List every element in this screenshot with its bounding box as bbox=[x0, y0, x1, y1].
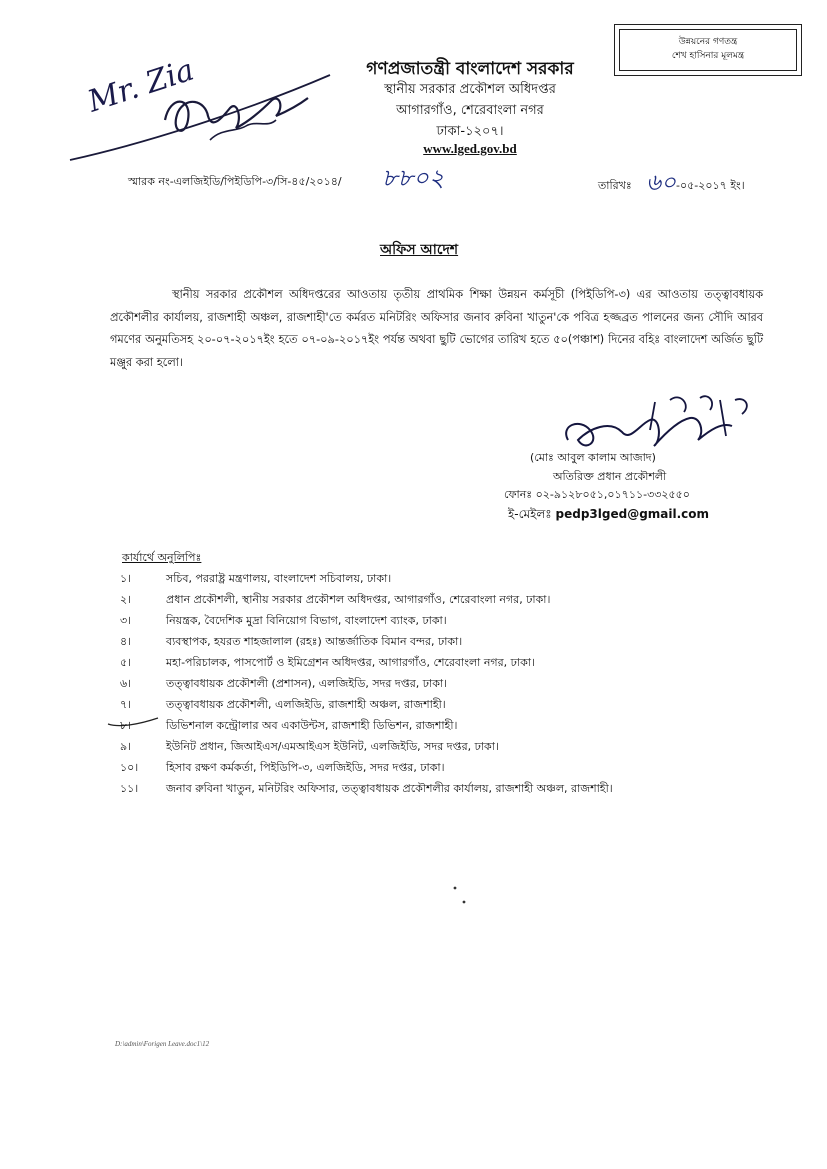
list-item-number: ১। bbox=[120, 572, 132, 585]
list-item-text: তত্ত্বাবধায়ক প্রকৌশলী (প্রশাসন), এলজিইডি, সদর দপ্তর, ঢাকা। bbox=[166, 677, 448, 690]
stamp-line-2: শেখ হাসিনার মূলমন্ত্র bbox=[671, 51, 745, 61]
header-website: www.lged.gov.bd bbox=[423, 141, 517, 156]
list-item-text: প্রধান প্রকৌশলী, স্থানীয় সরকার প্রকৌশল অধিদপ্তর, আগারগাঁও, শেরেবাংলা নগর, ঢাকা। bbox=[166, 593, 551, 606]
list-item-text: হিসাব রক্ষণ কর্মকর্তা, পিইডিপি-৩, এলজিইডি, সদর দপ্তর, ঢাকা। bbox=[166, 761, 445, 774]
order-title: অফিস আদেশ bbox=[380, 242, 459, 258]
list-item-number: ৪। bbox=[120, 635, 132, 648]
list-item-number: ৩। bbox=[120, 614, 132, 627]
list-item-number: ৫। bbox=[120, 656, 132, 669]
signature-date bbox=[650, 396, 747, 436]
list-item-text: নিয়ন্ত্রক, বৈদেশিক মুদ্রা বিনিয়োগ বিভাগ, বাংলাদেশ ব্যাংক, ঢাকা। bbox=[166, 614, 447, 627]
order-body: স্থানীয় সরকার প্রকৌশল অধিদপ্তরের আওতায় তৃতীয় প্রাথমিক শিক্ষা উন্নয়ন কর্মসূচী (পিইডিপি-৩) এর আওতায় তত্ত্বাবধায়ক প্রকৌশলীর কার্যালয়, রাজশাহী অঞ্চল, রাজশাহী'তে কর্মরত মনিটরিং অফিসার জনাব রুবিনা খাতুন'কে পবিত্র হজ্জব্রত পালনের জন্য সৌদি আরব গমণের অনুমতিসহ ২০-০৭-২০১৭ইং হতে ০৭-০৯-২০১৭ইং পর্যন্ত অথবা ছুটি ভোগের তারিখ হতে ৫০(পঞ্চাশ) দিনের বহিঃ বাংলাদেশ অর্জিত ছুটি মঞ্জুর করা হলো। bbox=[110, 288, 763, 369]
handwritten-ref-number: ৮৮০২ bbox=[382, 164, 445, 192]
list-item-text: জনাব রুবিনা খাতুন, মনিটরিং অফিসার, তত্ত্বাবধায়ক প্রকৌশলীর কার্যালয়, রাজশাহী অঞ্চল, রাজশাহী। bbox=[166, 782, 613, 795]
list-item-text: তত্ত্বাবধায়ক প্রকৌশলী, এলজিইডি, রাজশাহী অঞ্চল, রাজশাহী। bbox=[166, 698, 446, 711]
list-item-text: ইউনিট প্রধান, জিআইএস/এমআইএস ইউনিট, এলজিইডি, সদর দপ্তর, ঢাকা। bbox=[166, 740, 499, 753]
stamp-line-1: উন্নয়নের গণতন্ত্র bbox=[678, 37, 738, 47]
stray-dot bbox=[454, 887, 457, 890]
signatory-phone: ফোনঃ ০২-৯১২৮০৫১,০১৭১১-৩৩২৫৫০ bbox=[504, 488, 690, 501]
header-address-2: ঢাকা-১২০৭। bbox=[436, 124, 504, 139]
list-item-number: ৮। bbox=[120, 719, 132, 732]
handwritten-date-day: ৬০ bbox=[646, 170, 676, 196]
email-address: pedp3lged@gmail.com bbox=[555, 507, 710, 521]
header-title: গণপ্রজাতন্ত্রী বাংলাদেশ সরকার bbox=[366, 59, 574, 79]
list-item-number: ৬। bbox=[120, 677, 132, 690]
handwritten-note: Mr. Zia bbox=[83, 52, 199, 120]
list-item-text: সচিব, পররাষ্ট্র মন্ত্রণালয়, বাংলাদেশ সচিবালয়, ঢাকা। bbox=[166, 572, 392, 585]
signature bbox=[566, 418, 732, 446]
list-item-number: ৯। bbox=[120, 740, 132, 753]
list-item-text: মহা-পরিচালক, পাসপোর্ট ও ইমিগ্রেশন অধিদপ্তর, আগারগাঁও, শেরেবাংলা নগর, ঢাকা। bbox=[166, 656, 535, 669]
date-suffix: -০৫-২০১৭ ইং। bbox=[676, 179, 745, 192]
date-label: তারিখঃ bbox=[598, 179, 632, 192]
signatory-designation: অতিরিক্ত প্রধান প্রকৌশলী bbox=[553, 470, 667, 483]
memo-reference: স্মারক নং-এলজিইডি/পিইডিপি-৩/সি-৪৫/২০১৪/ bbox=[128, 175, 342, 188]
list-item-number: ১১। bbox=[120, 782, 139, 795]
header-address-1: আগারগাঁও, শেরেবাংলা নগর bbox=[396, 103, 544, 118]
list-item-number: ১০। bbox=[120, 761, 139, 774]
footer-file-path: D:\admin\Forigen Leave.doc1\12 bbox=[115, 1040, 210, 1048]
list-item-text: ডিভিশনাল কন্ট্রোলার অব একাউন্টস, রাজশাহী ডিভিশন, রাজশাহী। bbox=[166, 719, 458, 732]
list-item-text: ব্যবস্থাপক, হযরত শাহজালাল (রহঃ) আন্তর্জাতিক বিমান বন্দর, ঢাকা। bbox=[166, 635, 463, 648]
list-item-number: ৭। bbox=[120, 698, 132, 711]
signatory-email-line bbox=[508, 506, 709, 526]
email-label: ই-মেইলঃ bbox=[508, 507, 552, 521]
copies-heading: কার্যার্থে অনুলিপিঃ bbox=[122, 551, 202, 564]
header-department: স্থানীয় সরকার প্রকৌশল অধিদপ্তর bbox=[384, 82, 556, 97]
signatory-name: (মোঃ আবুল কালাম আজাদ) bbox=[530, 451, 656, 464]
list-item-number: ২। bbox=[120, 593, 132, 606]
stray-dot bbox=[463, 901, 466, 904]
